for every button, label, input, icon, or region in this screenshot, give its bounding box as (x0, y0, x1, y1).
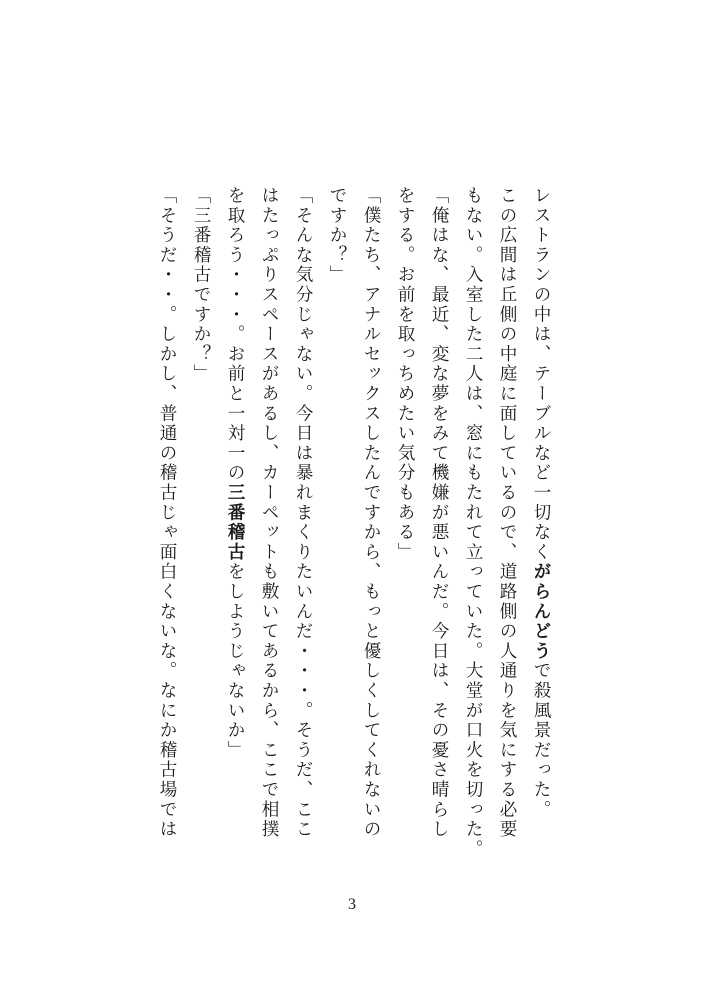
text-segment: 「そんな気分じゃない。今日は暴れまくりたいんだ・・・。そうだ、ここ (293, 186, 313, 840)
text-line (218, 186, 252, 866)
text-segment: で殺風景だった。 (531, 661, 551, 820)
text-segment: 「俺はな、最近、変な夢をみて機嫌が悪いんだ。今日は、その憂さ晴らし (429, 186, 449, 840)
text-line (184, 186, 218, 866)
text-segment: 「そうだ・・。しかし、普通の稽古じゃ面白くないな。なにか稽古場では (157, 186, 177, 840)
text-segment: ですか？」 (327, 186, 347, 285)
text-line (388, 186, 422, 866)
emphasized-text: 三番稽古 (225, 483, 245, 563)
text-segment: はたっぷりスペースがあるし、カーペットも敷いてあるから、ここで相撲 (259, 186, 279, 840)
emphasized-text: がらんどう (531, 562, 551, 662)
body-text (150, 186, 558, 866)
text-segment: もない。入室した二人は、窓にもたれて立っていた。大堂が口火を切った。 (463, 186, 483, 860)
text-line (490, 186, 524, 866)
text-line (286, 186, 320, 866)
text-segment: 「僕たち、アナルセックスしたんですから、もっと優しくしてくれないの (361, 186, 381, 840)
text-segment: を取ろう・・・。お前と一対一の (225, 186, 245, 483)
text-line (252, 186, 286, 866)
text-line (150, 186, 184, 866)
text-line (456, 186, 490, 866)
text-segment: をしようじゃないか」 (225, 562, 245, 761)
text-line (422, 186, 456, 866)
text-segment: 「三番稽古ですか？」 (191, 186, 211, 384)
text-line (354, 186, 388, 866)
text-segment: レストランの中は、テーブルなど一切なく (531, 186, 551, 563)
text-segment: この広間は丘側の中庭に面しているので、道路側の人通りを気にする必要 (497, 186, 517, 840)
text-line (320, 186, 354, 866)
text-line (524, 186, 558, 866)
page-number: 3 (348, 896, 356, 913)
text-segment: をする。お前を取っちめたい気分もある」 (395, 186, 415, 563)
